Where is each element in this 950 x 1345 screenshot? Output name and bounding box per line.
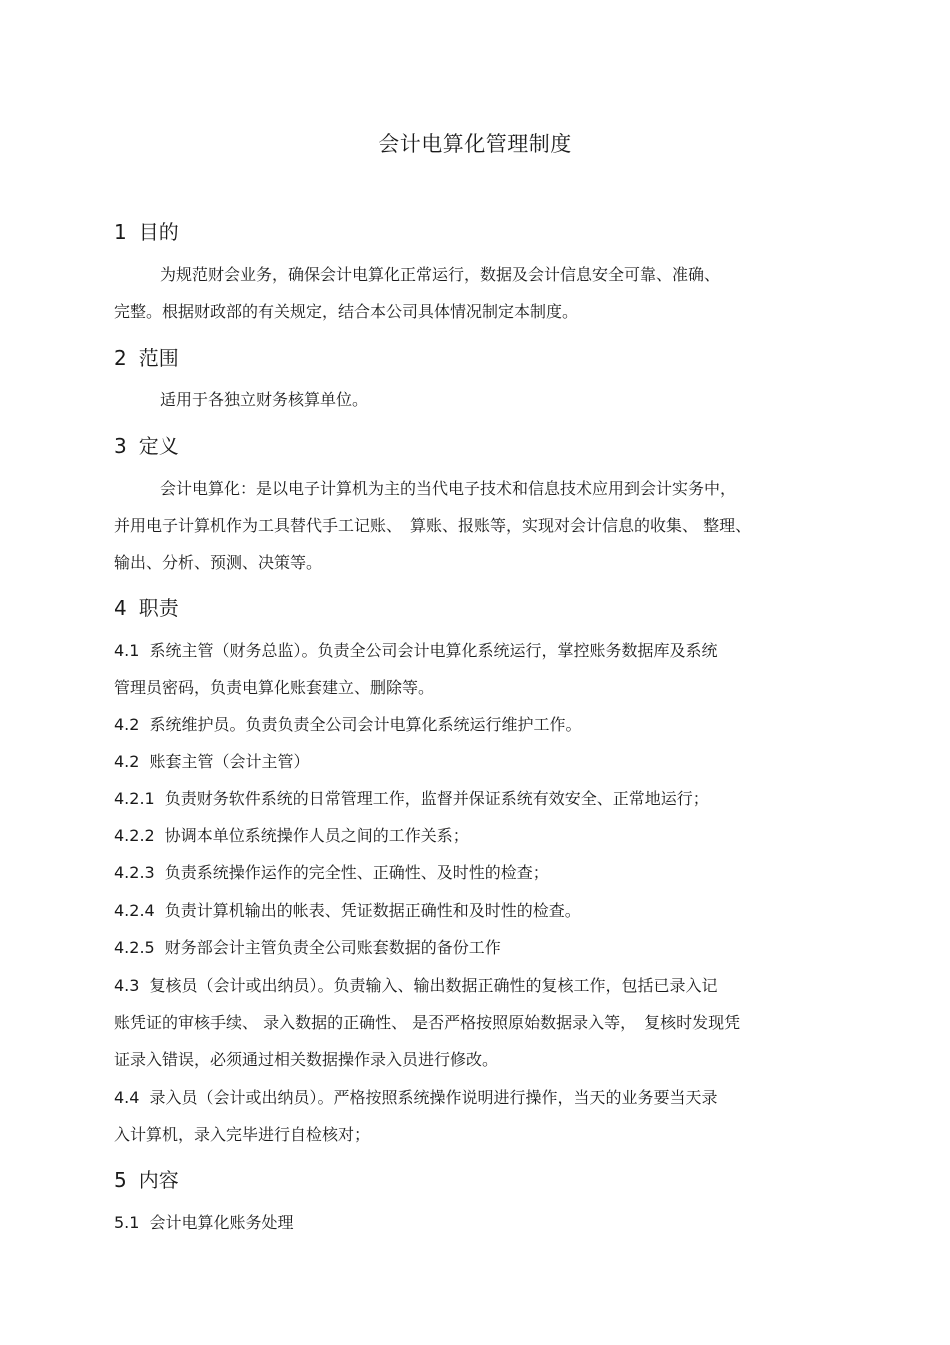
section-number: 3 bbox=[114, 434, 127, 458]
list-item bbox=[114, 1085, 717, 1108]
paragraph-line: 证录入错误，必须通过相关数据操作录入员进行修改。 bbox=[114, 1050, 499, 1069]
list-item bbox=[114, 786, 709, 809]
section-title: 目的 bbox=[138, 220, 179, 244]
list-item bbox=[114, 973, 717, 996]
list-item bbox=[114, 935, 501, 958]
paragraph-line: 适用于各独立财务核算单位。 bbox=[160, 390, 369, 409]
document-title: 会计电算化管理制度 bbox=[378, 132, 572, 156]
item-text: 负责系统操作运作的完全性、正确性、及时性的检查； bbox=[164, 863, 549, 882]
list-item bbox=[114, 898, 581, 921]
section-number: 5 bbox=[114, 1168, 127, 1192]
item-number: 4.2 bbox=[114, 752, 140, 771]
paragraph-line: 完整。根据财政部的有关规定，结合本公司具体情况制定本制度。 bbox=[114, 302, 579, 321]
item-text: 财务部会计主管负责全公司账套数据的备份工作 bbox=[164, 938, 501, 957]
section-title: 内容 bbox=[138, 1168, 179, 1192]
item-number: 4.2.3 bbox=[114, 863, 155, 882]
paragraph-line: 为规范财会业务，确保会计电算化正常运行，数据及会计信息安全可靠、准确、 bbox=[160, 265, 721, 284]
paragraph-line: 输出、分析、预测、决策等。 bbox=[114, 553, 323, 572]
item-number: 4.2.4 bbox=[114, 901, 155, 920]
item-text: 负责财务软件系统的日常管理工作，监督并保证系统有效安全、正常地运行； bbox=[164, 789, 709, 808]
section-3-heading bbox=[114, 430, 179, 459]
item-number: 4.1 bbox=[114, 641, 140, 660]
section-title: 职责 bbox=[138, 596, 179, 620]
section-title: 定义 bbox=[138, 434, 179, 458]
item-number: 4.2 bbox=[114, 715, 140, 734]
item-text: 会计电算化账务处理 bbox=[149, 1213, 294, 1232]
paragraph-line: 管理员密码，负责电算化账套建立、删除等。 bbox=[114, 678, 435, 697]
list-item bbox=[114, 823, 469, 846]
item-text: 账套主管（会计主管） bbox=[149, 752, 310, 771]
section-number: 1 bbox=[114, 220, 127, 244]
item-text: 系统维护员。负责负责全公司会计电算化系统运行维护工作。 bbox=[149, 715, 582, 734]
list-item bbox=[114, 1210, 293, 1233]
item-number: 4.4 bbox=[114, 1088, 140, 1107]
item-number: 5.1 bbox=[114, 1213, 140, 1232]
list-item bbox=[114, 712, 581, 735]
item-text: 协调本单位系统操作人员之间的工作关系； bbox=[164, 826, 469, 845]
paragraph-line: 入计算机，录入完毕进行自检核对； bbox=[114, 1125, 371, 1144]
section-number: 2 bbox=[114, 346, 127, 370]
paragraph-line: 账凭证的审核手续、 录入数据的正确性、 是否严格按照原始数据录入等， 复核时发现凭 bbox=[114, 1013, 741, 1032]
list-item bbox=[114, 638, 717, 661]
section-1-heading bbox=[114, 216, 179, 245]
item-text: 系统主管（财务总监）。负责全公司会计电算化系统运行，掌控账务数据库及系统 bbox=[149, 641, 718, 660]
item-text: 复核员（会计或出纳员）。负责输入、输出数据正确性的复核工作，包括已录入记 bbox=[149, 976, 718, 995]
section-title: 范围 bbox=[138, 346, 179, 370]
section-5-heading bbox=[114, 1164, 179, 1193]
item-number: 4.2.5 bbox=[114, 938, 155, 957]
section-2-heading bbox=[114, 342, 179, 371]
list-item bbox=[114, 860, 549, 883]
item-text: 负责计算机输出的帐表、凭证数据正确性和及时性的检查。 bbox=[164, 901, 581, 920]
list-item bbox=[114, 749, 309, 772]
paragraph-line: 会计电算化：是以电子计算机为主的当代电子技术和信息技术应用到会计实务中， bbox=[160, 479, 737, 498]
item-number: 4.3 bbox=[114, 976, 140, 995]
item-number: 4.2.1 bbox=[114, 789, 155, 808]
item-number: 4.2.2 bbox=[114, 826, 155, 845]
section-number: 4 bbox=[114, 596, 127, 620]
section-4-heading bbox=[114, 592, 179, 621]
item-text: 录入员（会计或出纳员）。严格按照系统操作说明进行操作，当天的业务要当天录 bbox=[149, 1088, 718, 1107]
paragraph-line: 并用电子计算机作为工具替代手工记账、 算账、报账等，实现对会计信息的收集、 整理、 bbox=[114, 516, 752, 535]
